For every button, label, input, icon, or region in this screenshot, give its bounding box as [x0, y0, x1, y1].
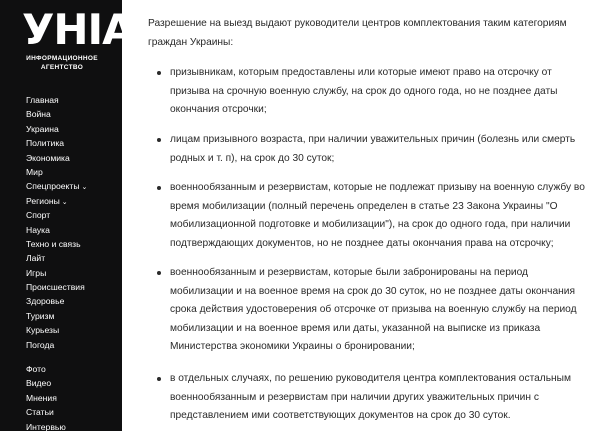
nav-item-games[interactable]: Игры — [26, 267, 47, 278]
nav-item-main[interactable]: Главная — [26, 95, 59, 105]
nav-item-articles[interactable]: Статьи — [26, 407, 54, 418]
sidebar — [0, 0, 168, 432]
nav-item-war[interactable]: Война — [26, 109, 51, 120]
nav-item-opinions[interactable]: Мнения — [26, 392, 57, 403]
main-nav — [26, 93, 87, 352]
nav-item-curiosities[interactable]: Курьезы — [26, 325, 60, 336]
nav-item-tech[interactable]: Техно и связь — [26, 238, 81, 249]
logo-mark: УНІАН — [22, 5, 168, 54]
nav-item-special-projects[interactable]: Спецпроекты ⌄ — [26, 181, 88, 192]
nav-item-video[interactable]: Видео — [26, 378, 52, 389]
nav-item-ukraine[interactable]: Украина — [26, 123, 59, 134]
nav-item-incidents[interactable]: Происшествия — [26, 282, 85, 293]
logo-subtitle — [22, 54, 102, 72]
nav-item-politics[interactable]: Политика — [26, 138, 65, 149]
nav-item-light[interactable]: Лайт — [26, 253, 46, 264]
logo-subtitle-line1: ИНФОРМАЦИОННОЕ — [26, 55, 98, 62]
nav-item-science[interactable]: Наука — [26, 224, 50, 235]
unian-logo[interactable] — [22, 5, 168, 72]
secondary-nav — [26, 362, 66, 434]
nav-item-weather[interactable]: Погода — [26, 339, 55, 350]
nav-item-world[interactable]: Мир — [26, 166, 43, 177]
article-intro: Разрешение на выезд выдают руководители центров комплектования таким категориям граждан Украины: — [148, 18, 567, 48]
list-item: лицам призывного возраста, при наличии уважительных причин (болезнь или смерть родных и т. п), на срок до 30 суток; — [170, 131, 588, 168]
list-item: военнообязанным и резервистам, которые не подлежат призыву на военную службу во время мобилизации (полный перечень определен в статье 23 Закона Украины "О мобилизационной подготовке и мобилизации"), на срок до одного года, при наличии подтверждающих документов, но не позднее даты окончания права на отсрочку; — [170, 179, 588, 253]
nav-item-health[interactable]: Здоровье — [26, 296, 65, 307]
nav-item-photo[interactable]: Фото — [26, 364, 46, 374]
nav-item-sport[interactable]: Спорт — [26, 210, 51, 221]
chevron-down-icon: ⌄ — [81, 184, 88, 192]
nav-item-economy[interactable]: Экономика — [26, 152, 70, 163]
nav-item-regions[interactable]: Регионы ⌄ — [26, 195, 68, 206]
list-item: военнообязанным и резервистам, которые были забронированы на период мобилизации и на военное время на срок до 30 суток, но не позднее даты окончания срока действия удостоверения об отсрочке от призыва на военную службу на период мобилизации и на военное время или даты, указанной на выписке из приказа Министерства экономики Украины о бронировании; — [170, 264, 588, 357]
logo-subtitle-line2: АГЕНТСТВО — [40, 64, 84, 71]
list-item: призывникам, которым предоставлены или которые имеют право на отсрочку от призыва на срочную военную службу, на срок до одного года, но не позднее даты окончания отсрочки; — [170, 64, 588, 120]
nav-item-interviews[interactable]: Интервью — [26, 421, 66, 432]
list-item: в отдельных случаях, по решению руководителя центра комплектования остальным военнообязанным и резервистам при наличии других уважительных причин с представлением ими соответствующих документов на срок до 30 суток. — [170, 370, 588, 426]
chevron-down-icon: ⌄ — [61, 198, 68, 206]
nav-item-tourism[interactable]: Туризм — [26, 310, 55, 321]
